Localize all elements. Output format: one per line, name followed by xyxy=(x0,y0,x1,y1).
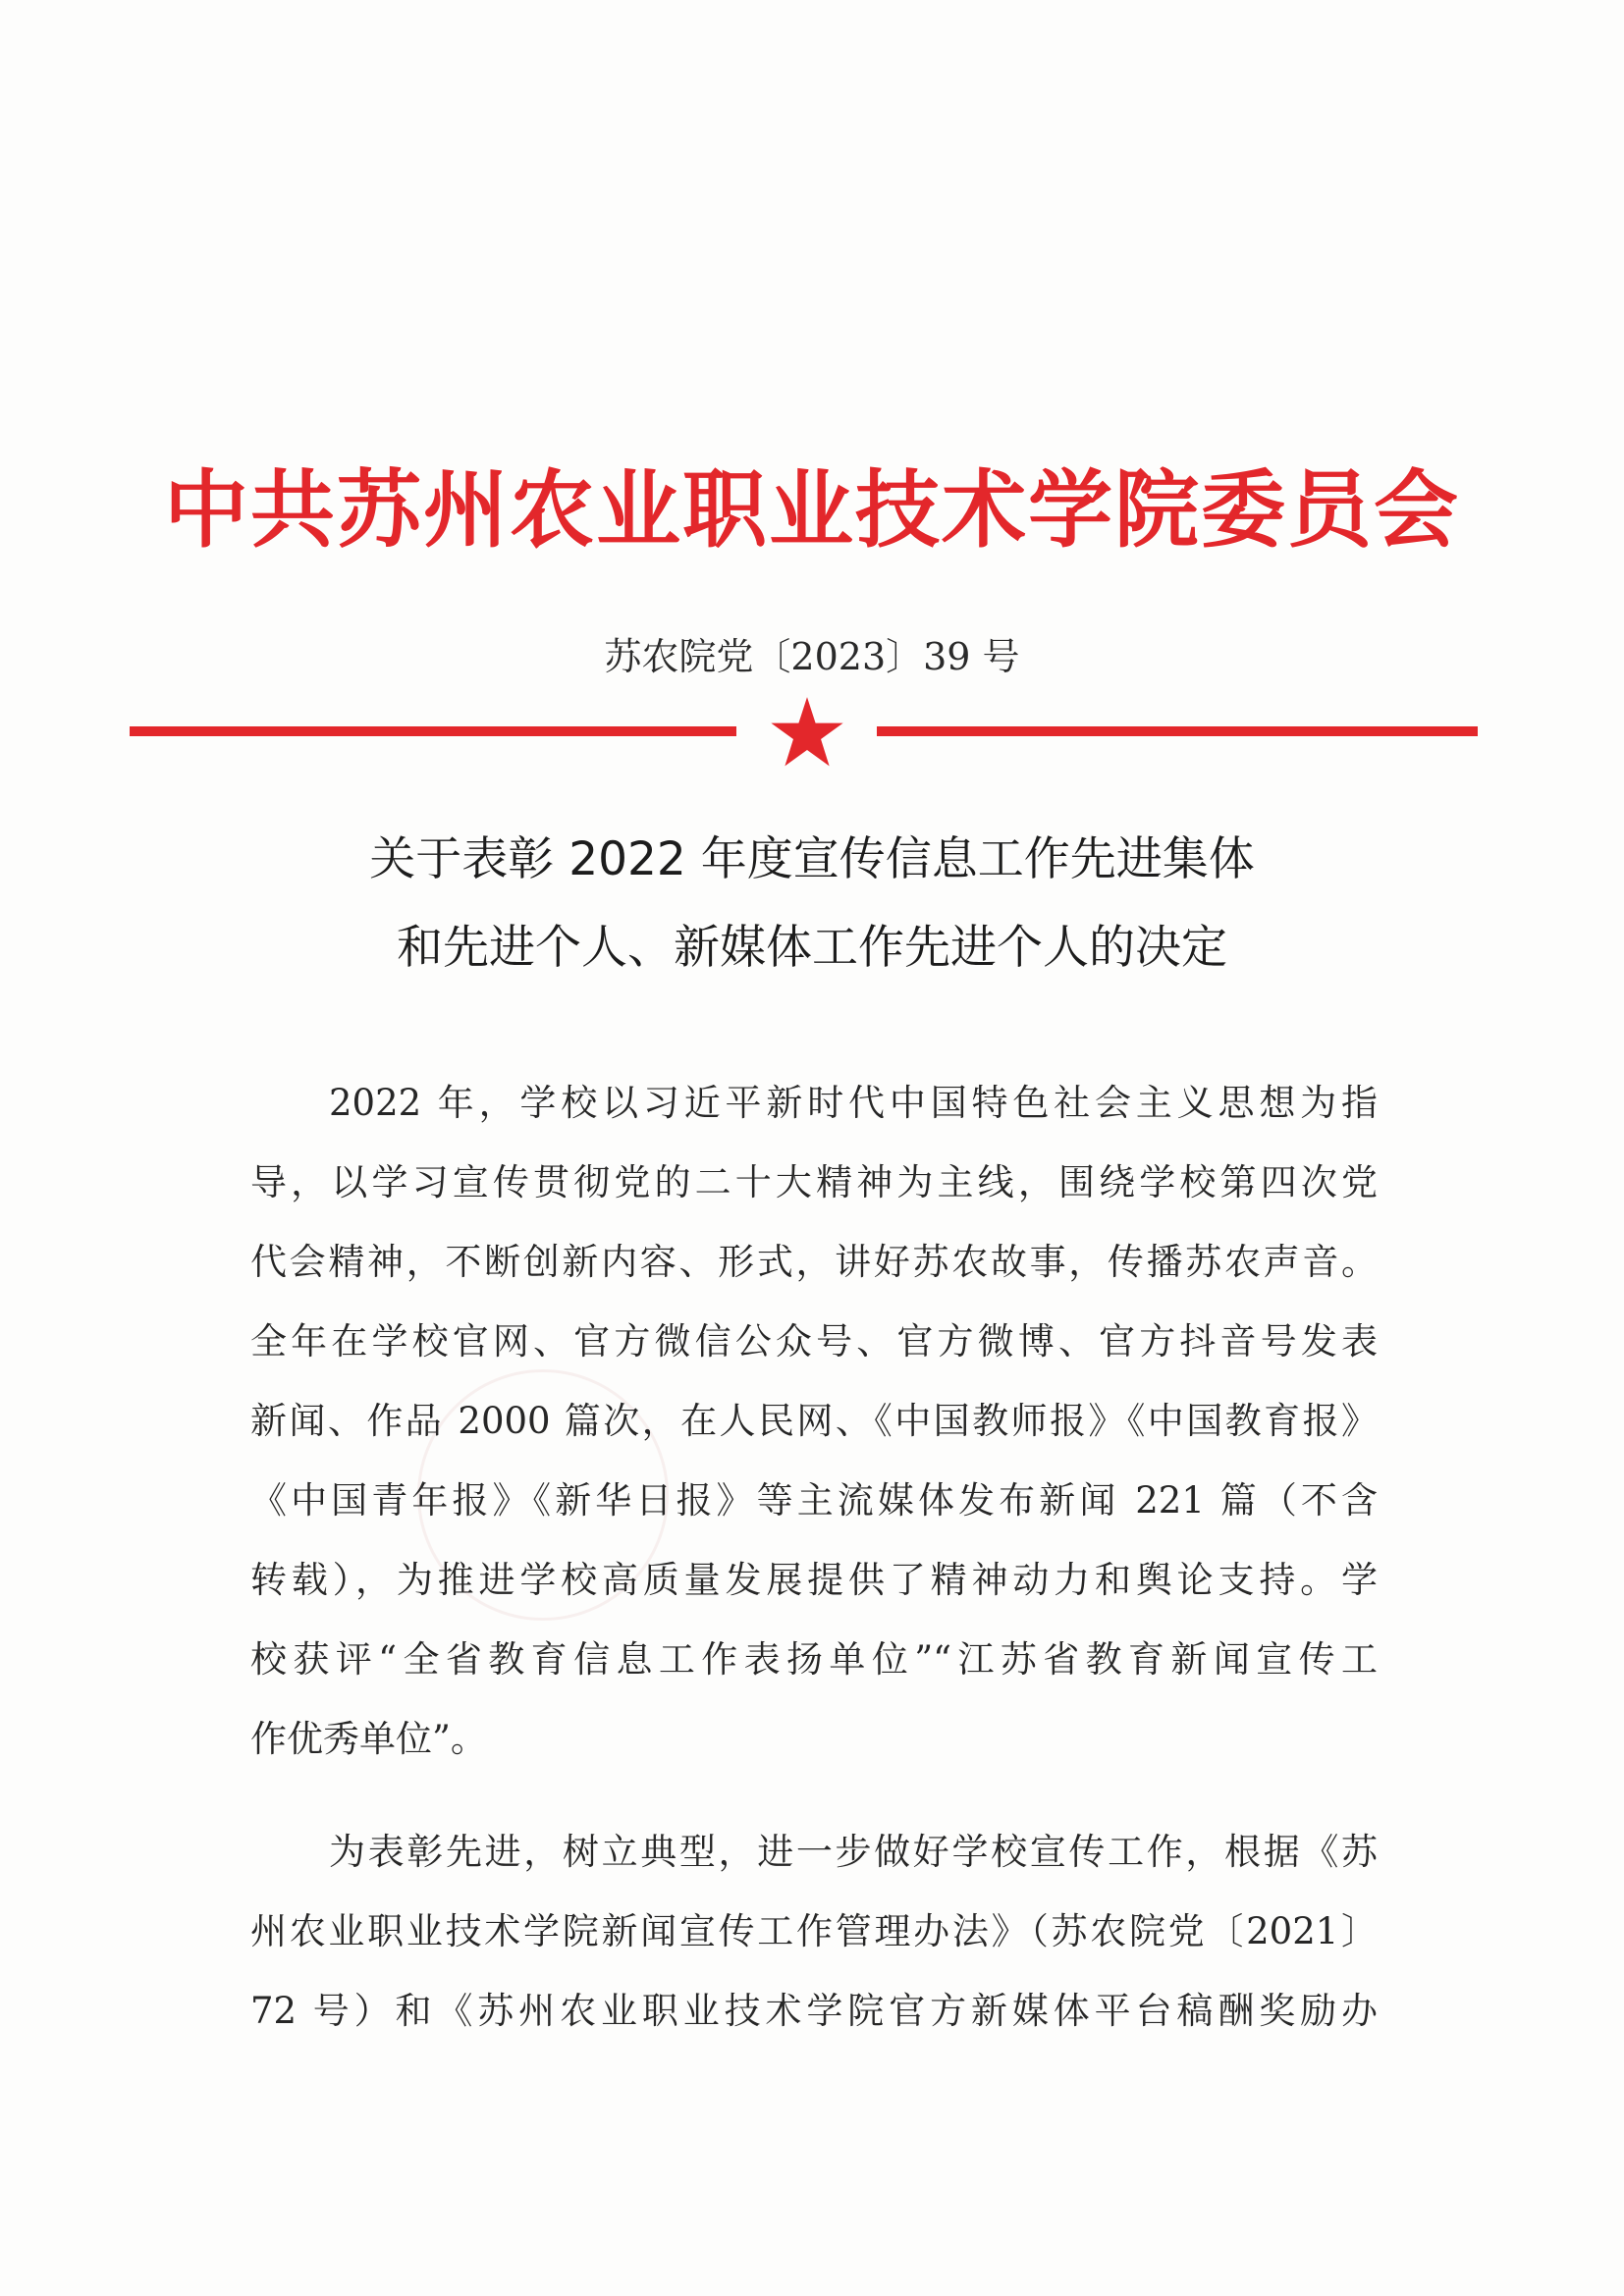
red-divider-right xyxy=(877,726,1478,736)
body-line: 作优秀单位”。 xyxy=(250,1718,487,1760)
body-line: 校获评“全省教育信息工作表扬单位”“江苏省教育新闻宣传工 xyxy=(250,1638,1378,1681)
document-number: 苏农院党〔2023〕39 号 xyxy=(604,635,1020,678)
body-line: 《中国青年报》《新华日报》等主流媒体发布新闻 221 篇（不含 xyxy=(250,1479,1378,1522)
red-star-icon xyxy=(769,694,845,771)
body-line: 为表彰先进，树立典型，进一步做好学校宣传工作，根据《苏 xyxy=(329,1831,1378,1873)
body-line: 代会精神，不断创新内容、形式，讲好苏农故事，传播苏农声音。 xyxy=(250,1241,1378,1283)
red-divider-left xyxy=(130,726,736,736)
document-title-line-1: 关于表彰 2022 年度宣传信息工作先进集体 xyxy=(369,832,1255,886)
body-line: 导，以学习宣传贯彻党的二十大精神为主线，围绕学校第四次党 xyxy=(250,1161,1378,1203)
organization-title: 中共苏州农业职业技术学院委员会 xyxy=(164,460,1460,560)
body-line: 72 号）和《苏州农业职业技术学院官方新媒体平台稿酬奖励办 xyxy=(250,1990,1378,2032)
body-line: 新闻、作品 2000 篇次，在人民网、《中国教师报》《中国教育报》 xyxy=(250,1400,1378,1442)
document-title-line-2: 和先进个人、新媒体工作先进个人的决定 xyxy=(397,921,1227,975)
body-line: 全年在学校官网、官方微信公众号、官方微博、官方抖音号发表 xyxy=(250,1320,1378,1362)
body-line: 转载），为推进学校高质量发展提供了精神动力和舆论支持。学 xyxy=(250,1559,1378,1601)
body-line: 州农业职业技术学院新闻宣传工作管理办法》（苏农院党〔2021〕 xyxy=(250,1910,1378,1952)
body-line: 2022 年，学校以习近平新时代中国特色社会主义思想为指 xyxy=(329,1082,1378,1124)
